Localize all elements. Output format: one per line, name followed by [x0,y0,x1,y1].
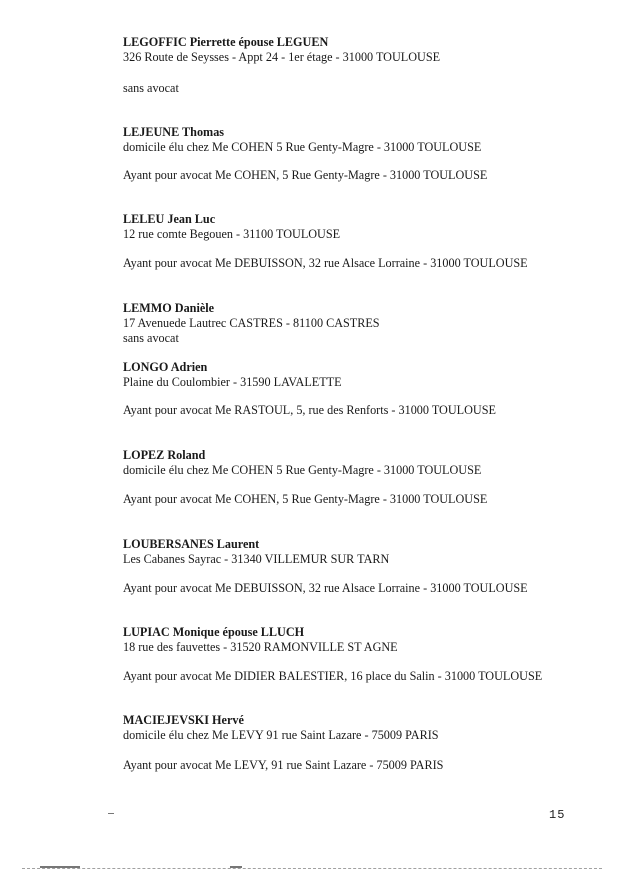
entry-name: LONGO Adrien [123,360,208,374]
entry-loubersanes [123,537,593,595]
entry-address: domicile élu chez Me LEVY 91 rue Saint Lazare - 75009 PARIS [123,728,439,742]
scan-artifact-mark [40,866,80,868]
entry-lawyer: sans avocat [123,81,179,95]
entry-name: MACIEJEVSKI Hervé [123,713,244,727]
entry-leleu [123,212,593,270]
entry-address: Les Cabanes Sayrac - 31340 VILLEMUR SUR TARN [123,552,390,566]
entry-lupiac [123,625,593,683]
entry-lawyer: sans avocat [123,331,179,345]
entry-address: 326 Route de Seysses - Appt 24 - 1er étage - 31000 TOULOUSE [123,50,441,64]
entry-lawyer: Ayant pour avocat Me COHEN, 5 Rue Genty-Magre - 31000 TOULOUSE [123,492,488,506]
entry-lawyer: Ayant pour avocat Me COHEN, 5 Rue Genty-Magre - 31000 TOULOUSE [123,168,488,182]
entry-lawyer: Ayant pour avocat Me DEBUISSON, 32 rue Alsace Lorraine - 31000 TOULOUSE [123,581,528,595]
entry-lawyer: Ayant pour avocat Me RASTOUL, 5, rue des Renforts - 31000 TOULOUSE [123,403,496,417]
entry-maciejevski [123,713,593,772]
entry-name: LEMMO Danièle [123,301,215,315]
entry-address: 18 rue des fauvettes - 31520 RAMONVILLE ST AGNE [123,640,398,654]
scan-artifact-mark [108,813,114,814]
entry-longo [123,360,593,417]
entry-name: LEGOFFIC Pierrette épouse LEGUEN [123,35,329,49]
entry-name: LOUBERSANES Laurent [123,537,260,551]
scan-artifact-mark [230,866,242,868]
entry-name: LUPIAC Monique épouse LLUCH [123,625,305,639]
entry-name: LOPEZ Roland [123,448,206,462]
entry-address: domicile élu chez Me COHEN 5 Rue Genty-Magre - 31000 TOULOUSE [123,140,482,154]
entry-lawyer: Ayant pour avocat Me DEBUISSON, 32 rue Alsace Lorraine - 31000 TOULOUSE [123,256,528,270]
entry-address: 17 Avenuede Lautrec CASTRES - 81100 CASTRES [123,316,380,330]
entry-address: domicile élu chez Me COHEN 5 Rue Genty-Magre - 31000 TOULOUSE [123,463,482,477]
entry-lawyer: Ayant pour avocat Me LEVY, 91 rue Saint Lazare - 75009 PARIS [123,758,444,772]
entry-address: 12 rue comte Begouen - 31100 TOULOUSE [123,227,341,241]
entry-lopez [123,448,593,506]
page-number: 15 [549,808,566,822]
entry-lejeune [123,125,593,182]
entry-name: LEJEUNE Thomas [123,125,225,139]
scan-artifact-line [22,868,602,870]
entry-lawyer: Ayant pour avocat Me DIDIER BALESTIER, 16 place du Salin - 31000 TOULOUSE [123,669,543,683]
entry-legoffic [123,35,593,95]
entry-address: Plaine du Coulombier - 31590 LAVALETTE [123,375,342,389]
entry-name: LELEU Jean Luc [123,212,216,226]
entry-lemmo [123,301,593,345]
